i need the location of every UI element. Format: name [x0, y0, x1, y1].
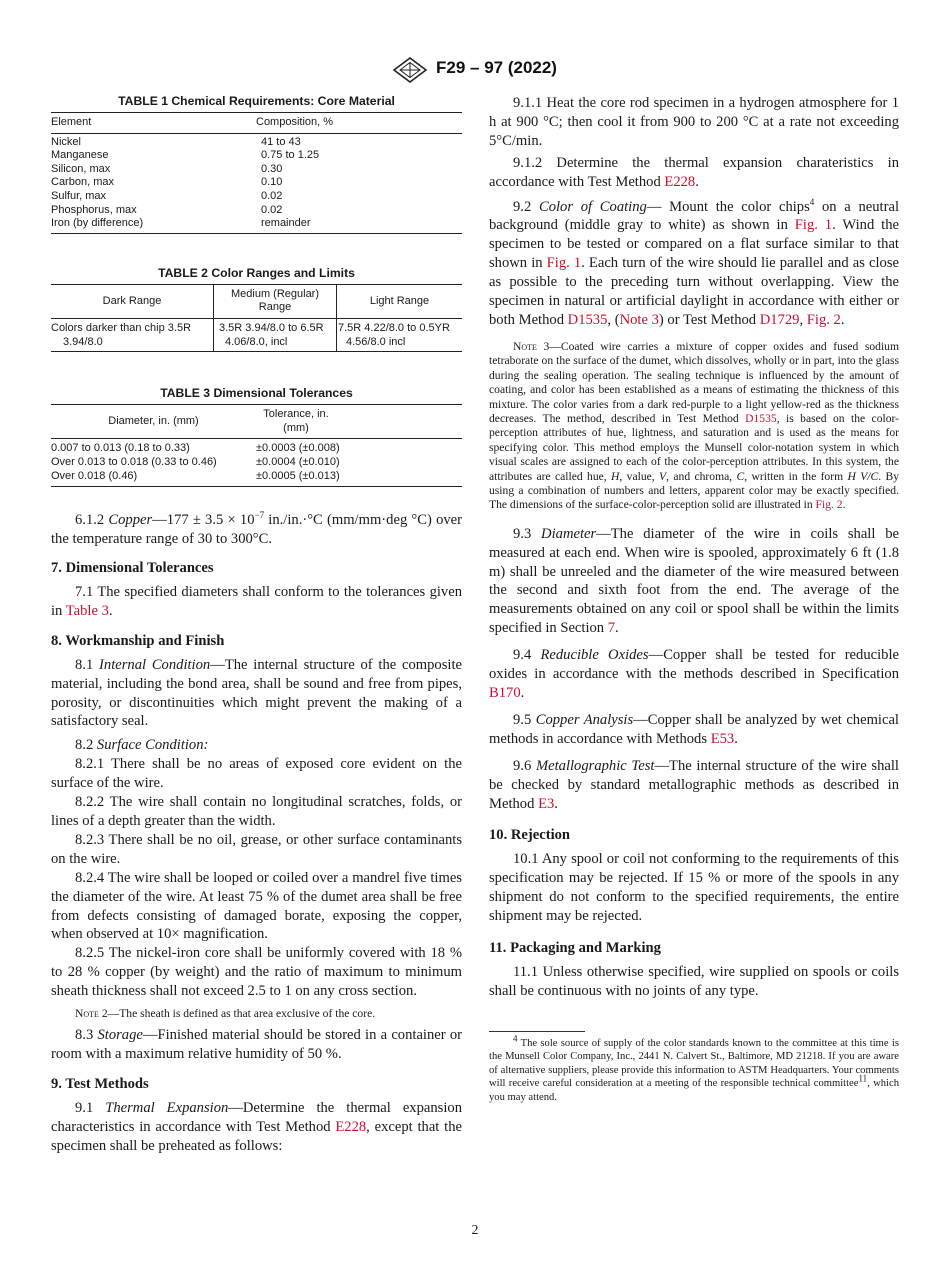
para-6-1-2 [51, 511, 462, 549]
link-fig-2[interactable]: Fig. 2 [806, 311, 841, 328]
para-9-6 [489, 757, 899, 814]
para-text: . [520, 685, 525, 701]
para-term: Diameter [541, 525, 597, 542]
table2-medium-line2: 4.06/8.0, incl [225, 335, 288, 348]
table-row [51, 318, 462, 351]
table3-cell: Over 0.018 (0.46) [51, 469, 138, 482]
para-text: — Mount the color chips [646, 198, 810, 215]
para-8-2-5: 8.2.5 The nickel-iron core shall be uniformly covered with 18 % to 28 % copper (by weight) and the ratio of maximum to minimum sheath thickness shall not exceed 2.5 to 1 on any cross section. [51, 945, 462, 1000]
para-number: 9.6 [513, 757, 532, 774]
para-number: 9.5 [513, 711, 532, 728]
table2-cell-medium [214, 318, 337, 351]
para-9-2 [489, 198, 899, 330]
table2-col-light: Light Range [337, 284, 463, 318]
note-italic: H V/C [847, 469, 879, 483]
section-9-heading: 9. Test Methods [51, 1076, 149, 1093]
table3-dimensional-tolerances [51, 404, 462, 487]
table3-col-diameter: Diameter, in. (mm) [108, 414, 199, 427]
para-number: 9.3 [513, 525, 532, 542]
para-8-1 [51, 656, 462, 732]
para-8-2-1: 8.2.1 There shall be no areas of exposed core evident on the surface of the wire. [51, 756, 462, 792]
note-label: Note 2 [75, 1007, 108, 1021]
note-text: —The sheath is defined as that area exclusive of the core. [107, 1007, 376, 1021]
para-8-2-4: 8.2.4 The wire shall be looped or coiled over a mandrel five times the diameter of the wire. At least 75 % of the dumet area shall be free from defects consisting of damaged borate, exposing the copper, when observed at 10× magnification. [51, 869, 462, 943]
para-text: , [799, 311, 807, 328]
para-text: —Copper shall be analyzed by wet chemical methods in accordance with Methods [489, 711, 899, 747]
standard-designation: F29 – 97 (2022) [436, 58, 557, 77]
para-text: 7.1 The specified diameters shall conform to the tolerances given in [51, 583, 462, 619]
note-text: —Coated wire carries a mixture of copper oxides and fused sodium tetraborate on the surface of the dumet, which dissolves, wholly or in part, into the glass during the sealing operation. The sealing technique is influenced by the amount of coating, and color has been established as a means of estimating the thickness of this mixture. The color varies from a dark red-purple to a light yellow-red as the thickness decreases. The method, described in Test Method [489, 339, 899, 425]
note-italic: H [611, 469, 620, 483]
para-text: . [734, 730, 738, 747]
table3-cell: ±0.0003 (±0.008) [256, 442, 340, 455]
para-term: Storage [97, 1027, 143, 1044]
link-note-3[interactable]: Note 3 [619, 311, 659, 328]
para-number: 9.1 [75, 1100, 94, 1117]
table-row [51, 456, 462, 470]
table-row [51, 149, 462, 163]
astm-logo-icon [390, 56, 430, 84]
table1-cell: 0.75 to 1.25 [261, 149, 320, 162]
link-e228[interactable]: E228 [335, 1119, 367, 1136]
para-number: 8.1 [75, 656, 94, 673]
footnote-text: , which you may attend. [489, 1078, 899, 1103]
table1-col-element: Element [51, 116, 92, 128]
note-label: Note 3 [513, 339, 550, 353]
para-number: 6.1.2 [75, 512, 105, 529]
table-row [51, 470, 462, 487]
para-text: . [695, 173, 699, 190]
table1-cell: Manganese [51, 149, 109, 162]
table1-cell: remainder [261, 217, 311, 230]
page-number: 2 [471, 1222, 479, 1237]
para-text: , except that the specimen shall be preheated as follows: [51, 1119, 462, 1155]
para-8-2-2: 8.2.2 The wire shall contain no longitudinal scratches, folds, or lines of a depth greater than the width. [51, 794, 462, 829]
table2-cell-dark [51, 318, 214, 351]
para-text: in./in.·°C (mm/mm·deg °C) over the temperature range of 30 to 300°C. [51, 512, 462, 547]
para-text: . [840, 311, 845, 328]
table3-cell: ±0.0004 (±0.010) [256, 455, 340, 468]
note-text: . [842, 498, 846, 512]
para-text: 9.1.2 Determine the thermal expansion charateristics in accordance with Test Method [489, 154, 899, 190]
para-text: . [615, 620, 619, 637]
section-8-heading: 8. Workmanship and Finish [51, 632, 225, 649]
link-e3[interactable]: E3 [538, 795, 555, 812]
table3-cell: ±0.0005 (±0.013) [256, 469, 340, 482]
link-table-3[interactable]: Table 3 [65, 602, 109, 619]
table2-col-medium: Medium (Regular) Range [214, 284, 337, 318]
para-text: —Determine the thermal expansion characteristics in accordance with Test Method [51, 1100, 462, 1136]
para-7-1 [51, 583, 462, 621]
table-row [51, 439, 462, 456]
note-text: , and chroma, [666, 469, 737, 483]
section-10-heading: 10. Rejection [489, 827, 571, 844]
para-number: 8.2 [75, 737, 94, 754]
link-b170[interactable]: B170 [489, 685, 521, 701]
table2-title: TABLE 2 Color Ranges and Limits [158, 265, 355, 280]
link-fig-1[interactable]: Fig. 1 [794, 217, 833, 234]
para-9-1 [51, 1099, 462, 1156]
footnote-marker: 4 [513, 1033, 518, 1044]
table1-title: TABLE 1 Chemical Requirements: Core Material [118, 94, 395, 108]
note-text: , is based on the color-perception attributes of hue, lightness, and saturation and is used as the means for specifying color. This method employs the Munsell color-notation system in which visual scales are assigned to each of the color-perception attributes. In this system, the attributes are called hue, [489, 411, 899, 483]
link-fig-1[interactable]: Fig. 1 [546, 255, 582, 272]
para-term: Internal Condition [99, 656, 211, 673]
footnote-ref: 4 [809, 196, 815, 207]
table1-cell: Carbon, max [51, 176, 114, 189]
note-italic: V [659, 469, 667, 483]
table3-title: TABLE 3 Dimensional Tolerances [160, 386, 353, 401]
para-number: 8.3 [75, 1027, 94, 1044]
para-8-2 [51, 736, 462, 755]
note-text: , written in the form [744, 469, 848, 483]
para-text: , ( [607, 311, 620, 328]
table3-col-tolerance-line1: Tolerance, in. [263, 408, 329, 421]
table-row [51, 133, 462, 149]
note-2 [51, 1007, 462, 1021]
table2-light-line2: 4.56/8.0 incl [346, 335, 406, 348]
para-8-2-3: 8.2.3 There shall be no oil, grease, or other surface contaminants on the wire. [51, 831, 462, 867]
table2-cell-light [337, 318, 463, 351]
link-e228[interactable]: E228 [664, 173, 696, 190]
table-row [51, 163, 462, 177]
para-9-3 [489, 525, 899, 638]
table2-dark-line2: 3.94/8.0 [63, 335, 103, 348]
table1-chemical-requirements [51, 112, 462, 234]
link-e53[interactable]: E53 [710, 730, 735, 747]
table2-color-ranges [51, 284, 462, 352]
table1-cell: 0.10 [261, 176, 283, 189]
para-text: —The internal structure of the wire shall be checked by standard metallographic methods as described in Method [489, 757, 899, 812]
table3-cell: 0.007 to 0.013 (0.18 to 0.33) [51, 442, 190, 455]
note-text: . By using a combination of numbers and letters, apparent color may be exactly specified. The dimensions of the surface-color-perception solid are illustrated in [489, 469, 900, 512]
table3-col-tolerance [256, 405, 462, 439]
para-9-5 [489, 711, 899, 749]
para-text: . Each turn of the wire should lie parallel and as close as possible to the preceding turn without overlapping. View the specimen in natural or artificial daylight in accordance with either or both Method [489, 255, 899, 328]
table2-dark-line1: Colors darker than chip 3.5R [51, 321, 192, 334]
table-row [51, 204, 462, 218]
footnote-text: The sole source of supply of the color standards known to the committee at this time is the Munsell Color Company, Inc., 2441 N. Calvert St., Baltimore, MD 21218. If you are aware of alternative suppliers, please provide this information to ASTM Headquarters. Your comments will receive careful consideration at a meeting of the responsible technical committee [489, 1037, 899, 1090]
para-text: —The internal structure of the composite material, including the bond area, shall be sound and free from pipes, porosity, or discontinuities which might prevent the making of a satisfactory seal. [51, 656, 462, 730]
table3-cell: Over 0.013 to 0.018 (0.33 to 0.46) [51, 455, 217, 468]
para-9-1-2 [489, 154, 899, 192]
note-3 [489, 340, 899, 513]
para-text: . Wind the specimen to be tested or compared on a flat surface similar to that shown in [489, 217, 899, 272]
footnote-4 [489, 1033, 899, 1104]
para-number: 9.2 [513, 198, 532, 215]
link-d1535[interactable]: D1535 [567, 311, 608, 328]
link-d1535[interactable]: D1535 [745, 411, 777, 425]
note-text: , value, [619, 469, 660, 483]
exponent: −7 [254, 510, 265, 521]
para-text: . [554, 795, 558, 812]
table1-cell: 0.02 [261, 189, 283, 202]
table1-cell: 41 to 43 [261, 135, 301, 148]
table1-cell: Sulfur, max [51, 189, 107, 202]
link-section-7[interactable]: 7 [607, 620, 616, 637]
link-fig-2[interactable]: Fig. 2 [815, 498, 843, 512]
note-italic: C [736, 469, 745, 483]
para-term: Reducible Oxides [540, 647, 649, 664]
table-row [51, 176, 462, 190]
table1-cell: 0.02 [261, 203, 283, 216]
para-text: —Finished material should be stored in a container or room with a maximum relative humidity of 50 %. [51, 1027, 463, 1063]
table1-col-composition: Composition, % [256, 116, 334, 128]
para-10-1: 10.1 Any spool or coil not conforming to the requirements of this specification may be rejected. If 15 % or more of the spools in any shipment do not conform to the specified requirements, the entire shipment may be rejected. [489, 851, 899, 925]
link-d1729[interactable]: D1729 [759, 311, 800, 328]
table3-col-tolerance-line2: (mm) [283, 421, 309, 434]
table2-col-dark: Dark Range [51, 284, 214, 318]
para-9-4 [489, 646, 899, 703]
table-row [51, 190, 462, 204]
para-text: —Copper shall be tested for reducible oxides in accordance with the methods described in Specification [489, 647, 899, 683]
table1-cell: Nickel [51, 135, 81, 148]
para-term: Thermal Expansion [105, 1100, 229, 1117]
para-text: —177 ± 3.5 × 10 [152, 512, 255, 529]
para-number: 9.4 [513, 647, 532, 664]
para-term: Color of Coating [538, 198, 647, 215]
table-row [51, 217, 462, 233]
table1-cell: Phosphorus, max [51, 203, 137, 216]
para-term: Metallographic Test [535, 757, 655, 774]
para-11-1: 11.1 Unless otherwise specified, wire supplied on spools or coils shall be continuous with no joints of any type. [489, 964, 899, 999]
page-header [0, 56, 950, 86]
para-term: Surface Condition: [96, 737, 209, 754]
para-term: Copper Analysis [535, 711, 634, 728]
para-8-3 [51, 1026, 462, 1064]
para-text: on a neutral background (middle gray to white) as shown in [489, 198, 899, 234]
footnote-rule [489, 1031, 585, 1032]
table2-medium-line1: 3.5R 3.94/8.0 to 6.5R [219, 321, 324, 334]
table1-cell: 0.30 [261, 162, 283, 175]
left-column [51, 94, 462, 1156]
table1-cell: Silicon, max [51, 162, 111, 175]
para-text: —The diameter of the wire in coils shall be measured at each end. When wire is spooled, approximately 6 ft (1.8 m) shall be unreeled and the diameter of the wire measured between the second and sixth foot from the end. The average of the measurements obtained on any coil or spool shall be within the limits specified in Section [489, 525, 899, 637]
table2-light-line1: 7.5R 4.22/8.0 to 0.5YR [338, 321, 450, 334]
section-7-heading: 7. Dimensional Tolerances [51, 559, 214, 576]
para-term: Copper [108, 512, 153, 529]
footnote-ref: 11 [858, 1073, 868, 1084]
para-text: ) or Test Method [658, 311, 760, 328]
para-9-1-1: 9.1.1 Heat the core rod specimen in a hydrogen atmosphere for 1 h at 900 °C; then cool it from 900 to 200 °C at a rate not exceeding 5°C/min. [489, 95, 899, 149]
right-column [489, 94, 899, 1104]
table1-cell: Iron (by difference) [51, 217, 144, 230]
section-11-heading: 11. Packaging and Marking [489, 940, 661, 957]
para-text: . [108, 602, 113, 619]
